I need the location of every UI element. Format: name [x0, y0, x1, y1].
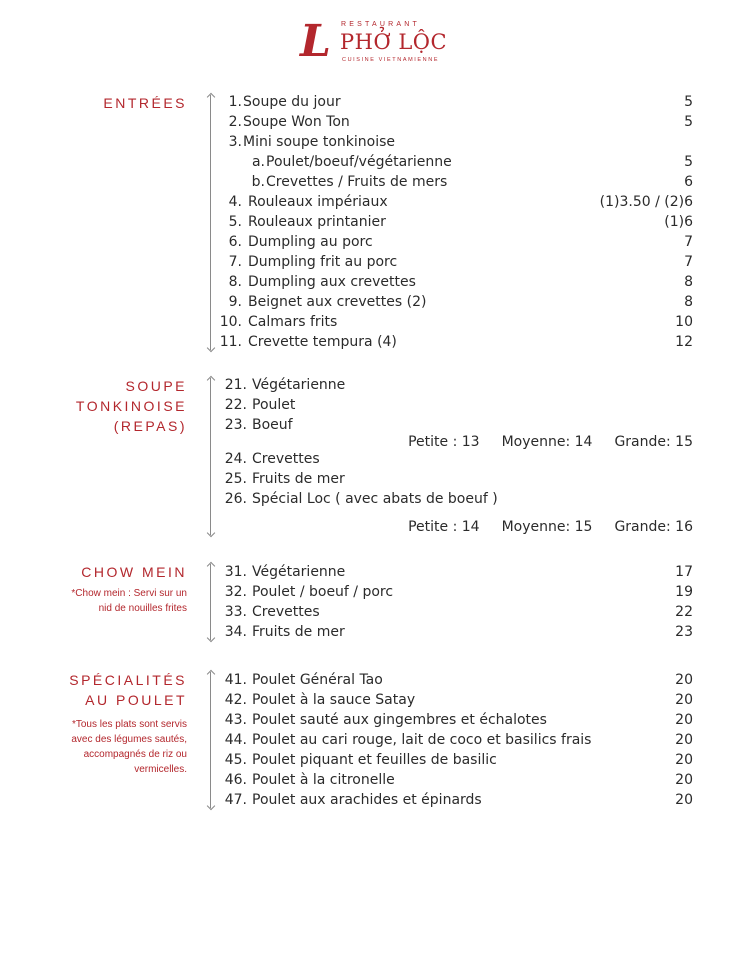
section-title-line: SOUPE	[125, 378, 187, 394]
item-name: Rouleaux printanier	[248, 214, 386, 230]
item-price: 20	[675, 772, 693, 788]
item-name: Poulet	[252, 397, 296, 413]
menu-item	[0, 272, 742, 292]
item-number: 3.	[228, 134, 242, 150]
section-note-line: avec des légumes sautés,	[71, 734, 187, 745]
item-name: Mini soupe tonkinoise	[243, 134, 396, 150]
item-name: Crevettes / Fruits de mers	[266, 174, 448, 190]
section-title-line: (REPAS)	[113, 418, 187, 434]
item-name: Poulet sauté aux gingembres et échalotes	[252, 712, 547, 728]
item-name: Poulet piquant et feuilles de basilic	[252, 752, 497, 768]
price-petite: Petite : 14	[408, 519, 480, 535]
menu-item	[0, 690, 742, 710]
item-number: 6.	[228, 234, 242, 250]
section-note-line: *Chow mein : Servi sur un	[71, 588, 187, 599]
menu-item	[0, 622, 742, 642]
section-title-chow-mein: CHOW MEIN	[81, 564, 187, 580]
item-price: 20	[675, 692, 693, 708]
menu-item	[0, 292, 742, 312]
item-price: 20	[675, 672, 693, 688]
item-name: Soupe du jour	[243, 94, 341, 110]
item-name: Soupe Won Ton	[243, 114, 350, 130]
menu-item	[0, 770, 742, 790]
menu-item	[0, 602, 742, 622]
item-number: 10.	[219, 314, 242, 330]
item-name: Dumpling frit au porc	[248, 254, 398, 270]
item-number: 21.	[224, 377, 247, 393]
item-name: Crevettes	[252, 451, 320, 467]
menu-item	[0, 375, 742, 395]
item-number: 47.	[224, 792, 247, 808]
logo-name: PHỞ LỘC	[340, 30, 448, 54]
item-number: 43.	[224, 712, 247, 728]
item-name: Poulet / boeuf / porc	[252, 584, 394, 600]
item-number: 46.	[224, 772, 247, 788]
section-title-line: SPÉCIALITÉS	[69, 672, 187, 688]
item-number: 8.	[228, 274, 242, 290]
menu-item	[0, 172, 742, 192]
item-name: Poulet/boeuf/végétarienne	[266, 154, 452, 170]
item-number: 34.	[224, 624, 247, 640]
price-moyenne: Moyenne: 15	[501, 519, 593, 535]
menu-item	[0, 112, 742, 132]
item-name: Crevette tempura (4)	[248, 334, 397, 350]
item-number: 11.	[219, 334, 242, 350]
item-name: Poulet à la citronelle	[252, 772, 395, 788]
menu-item	[0, 582, 742, 602]
item-name: Rouleaux impériaux	[248, 194, 388, 210]
item-name: Spécial Loc ( avec abats de boeuf )	[252, 491, 498, 507]
item-name: Poulet à la sauce Satay	[252, 692, 416, 708]
size-prices	[0, 517, 742, 537]
menu-item	[0, 730, 742, 750]
menu-item	[0, 252, 742, 272]
restaurant-logo	[300, 18, 450, 68]
item-number: 5.	[228, 214, 242, 230]
menu-item	[0, 469, 742, 489]
item-number: 24.	[224, 451, 247, 467]
price-moyenne: Moyenne: 14	[501, 434, 593, 450]
section-note-line: accompagnés de riz ou	[83, 749, 187, 760]
section-title-line: AU POULET	[85, 692, 187, 708]
item-number: b.	[251, 174, 265, 190]
item-number: 26.	[224, 491, 247, 507]
item-price: 20	[675, 752, 693, 768]
menu-item	[0, 92, 742, 112]
item-price: 8	[684, 294, 693, 310]
section-title-line: TONKINOISE	[75, 398, 187, 414]
item-number: 31.	[224, 564, 247, 580]
item-number: 22.	[224, 397, 247, 413]
item-name: Dumpling au porc	[248, 234, 373, 250]
menu-item	[0, 710, 742, 730]
item-number: 32.	[224, 584, 247, 600]
item-number: 41.	[224, 672, 247, 688]
item-number: 25.	[224, 471, 247, 487]
item-name: Calmars frits	[248, 314, 338, 330]
item-price: (1)6	[664, 214, 693, 230]
menu-item	[0, 489, 742, 509]
logo-mark-icon: L	[300, 16, 331, 67]
price-petite: Petite : 13	[408, 434, 480, 450]
price-grande: Grande: 15	[614, 434, 693, 450]
menu-item	[0, 790, 742, 810]
section-note-line: *Tous les plats sont servis	[71, 719, 187, 730]
item-price: 8	[684, 274, 693, 290]
menu-item	[0, 312, 742, 332]
item-number: 23.	[224, 417, 247, 433]
menu-item	[0, 212, 742, 232]
item-name: Boeuf	[252, 417, 293, 433]
item-number: 4.	[228, 194, 242, 210]
item-name: Fruits de mer	[252, 471, 345, 487]
item-price: 5	[684, 114, 693, 130]
price-grande: Grande: 16	[614, 519, 693, 535]
item-price: 20	[675, 732, 693, 748]
logo-top-text: RESTAURANT	[341, 21, 420, 28]
logo-subtitle: CUISINE VIETNAMIENNE	[342, 57, 440, 63]
item-price: 20	[675, 792, 693, 808]
size-prices-list	[386, 517, 693, 537]
item-price: 5	[684, 154, 693, 170]
item-name: Poulet aux arachides et épinards	[252, 792, 482, 808]
item-price: 17	[675, 564, 693, 580]
menu-item	[0, 395, 742, 415]
menu-item	[0, 192, 742, 212]
item-name: Crevettes	[252, 604, 320, 620]
item-name: Végétarienne	[252, 377, 346, 393]
menu-item	[0, 132, 742, 152]
item-number: 2.	[228, 114, 242, 130]
item-price: (1)3.50 / (2)6	[599, 194, 693, 210]
menu-item	[0, 332, 742, 352]
section-title-entrees: ENTRÉES	[103, 95, 187, 111]
item-number: 7.	[228, 254, 242, 270]
item-price: 12	[675, 334, 693, 350]
item-price: 23	[675, 624, 693, 640]
item-price: 5	[684, 94, 693, 110]
menu-item	[0, 449, 742, 469]
item-name: Poulet au cari rouge, lait de coco et basilics frais	[252, 732, 592, 748]
item-price: 7	[684, 254, 693, 270]
item-number: 1.	[228, 94, 242, 110]
item-name: Végétarienne	[252, 564, 346, 580]
item-number: a.	[251, 154, 265, 170]
item-price: 19	[675, 584, 693, 600]
menu-item	[0, 750, 742, 770]
menu-item	[0, 152, 742, 172]
section-note-line: vermicelles.	[134, 764, 187, 775]
item-number: 9.	[228, 294, 242, 310]
item-name: Beignet aux crevettes (2)	[248, 294, 427, 310]
item-number: 33.	[224, 604, 247, 620]
item-number: 44.	[224, 732, 247, 748]
menu-item	[0, 562, 742, 582]
item-name: Dumpling aux crevettes	[248, 274, 416, 290]
item-price: 22	[675, 604, 693, 620]
item-price: 7	[684, 234, 693, 250]
menu-item	[0, 670, 742, 690]
item-number: 42.	[224, 692, 247, 708]
item-price: 6	[684, 174, 693, 190]
item-name: Fruits de mer	[252, 624, 345, 640]
menu-item	[0, 232, 742, 252]
section-note-line: nid de nouilles frites	[98, 603, 187, 614]
item-number: 45.	[224, 752, 247, 768]
item-price: 10	[675, 314, 693, 330]
item-name: Poulet Général Tao	[252, 672, 383, 688]
item-price: 20	[675, 712, 693, 728]
